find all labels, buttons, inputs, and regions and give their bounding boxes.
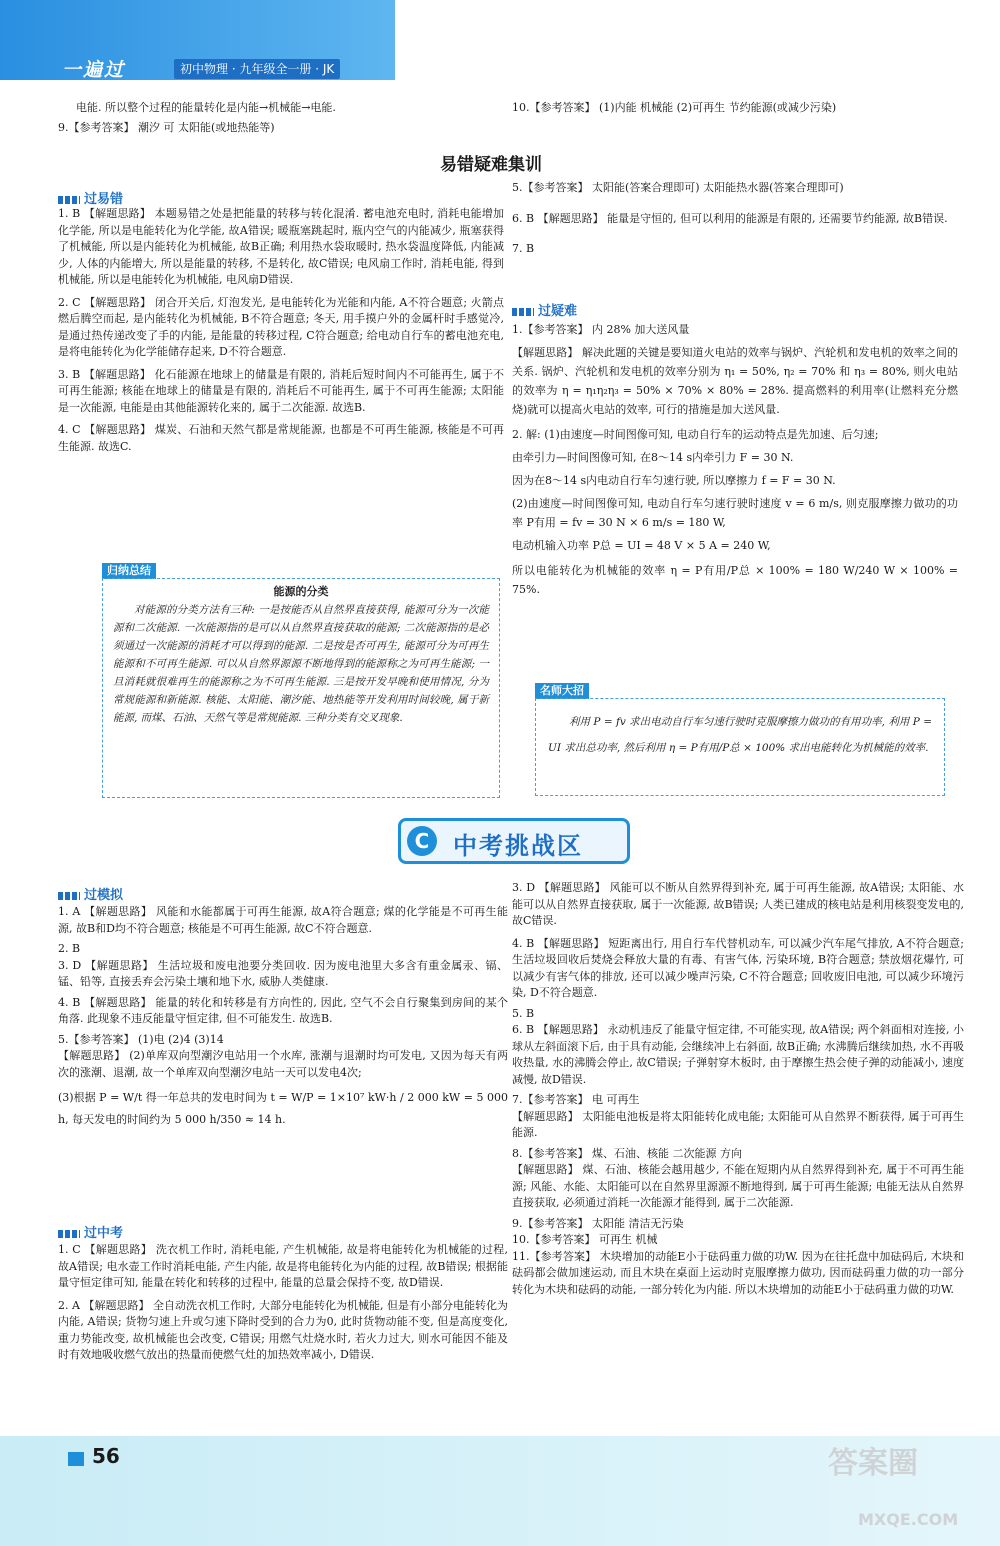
list-item: 所以电能转化为机械能的效率 η = P有用/P总 × 100% = 180 W/240 W × 100% = 75%. [512,563,958,596]
list-item: 2. C 【解题思路】 闭合开关后, 灯泡发光, 是电能转化为光能和内能, A不符合题意; 火箭点燃后腾空而起, 是内能转化为机械能, B不符合题意; 冬天, 用手摸户外的金属杆时手感觉冷, 是通过热传递改变了手的内能, 是能量的转移过程, C符合题意; 给电动自行车的蓄电池充电, 是将电能转化为化学能储存起来, D不符合题意. [58,295,504,358]
top-left-answer9: 9.【参考答案】 潮汐 可 太阳能(或地热能等) [58,121,275,134]
top-left-line: 电能. 所以整个过程的能量转化是内能→机械能→电能. [76,101,336,114]
left-column-1 [58,206,504,455]
brand-logo: 一遍过 [62,59,126,81]
summary-tag: 归纳总结 [102,563,156,579]
subject-label: 初中物理 · 九年级全一册 · JK [174,59,340,79]
list-item: 2. B [58,942,81,955]
list-item: 3. D 【解题思路】 生活垃圾和废电池要分类回收. 因为废电池里大多含有重金属汞、镉、锰、铅等, 直接丢弃会污染土壤和地下水, 威胁人类健康. [58,958,508,988]
list-item: 5. B [512,1006,535,1020]
list-item: 1. C 【解题思路】 洗衣机工作时, 消耗电能, 产生机械能, 故是将电能转化为机械能的过程, 故A错误; 电水壶工作时消耗电能, 产生内能, 故是将电能转化为内能的过程, 故B错误; 根据能量守恒定律可知, 能量在转化和转移的过程中, 能量的总量会保持不变, 故D错误. [58,1243,508,1289]
watermark: 答案圈 [828,1446,918,1481]
list-item: 7.【参考答案】 电 可再生 [512,1093,640,1106]
summary-title: 能源的分类 [273,585,329,598]
list-item: 3. D 【解题思路】 风能可以不断从自然界得到补充, 属于可再生能源, 故A错误; 太阳能、水能可以从自然界直接获取, 属于一次能源, 故B错误; 人类已建成的核电站是利用核裂变发电的, 故C错误. [512,881,964,927]
list-item: 电动机输入功率 P总 = UI = 48 V × 5 A = 240 W, [512,538,771,552]
section-header-yinan [512,300,952,319]
list-item: 5.【参考答案】 太阳能(答案合理即可) 太阳能热水器(答案合理即可) [512,181,844,194]
list-item: 2. 解: (1)由速度—时间图像可知, 电动自行车的运动特点是先加速、后匀速; [512,427,879,441]
list-item: (2)由速度—时间图像可知, 电动自行车匀速行驶时速度 v = 6 m/s, 则克服摩擦力做功的功率 P有用 = fv = 30 N × 6 m/s = 180 W, [512,496,958,529]
top-right-answer10: 10.【参考答案】 (1)内能 机械能 (2)可再生 节约能源(或减少污染) [512,101,837,114]
right-column-2 [512,322,958,599]
right-column-1 [512,180,954,258]
list-item: 4. B 【解题思路】 能量的转化和转移是有方向性的, 因此, 空气不会自行聚集到房间的某个角落. 此现象不违反能量守恒定律, 但不可能发生. 故选B. [58,995,508,1025]
page-square-icon [68,1452,84,1466]
section-label: 过模拟 [84,888,124,903]
watermark-url: MXQE.COM [858,1510,959,1529]
list-item: 5.【参考答案】 (1)电 (2)4 (3)14 [58,1032,224,1046]
list-item: 由牵引力—时间图像可知, 在8～14 s内牵引力 F = 30 N. [512,450,794,464]
dash-icon [58,196,80,204]
list-item: (3)根据 P = W/t 得一年总共的发电时间为 t = W/P = 1×10⁷ kW·h / 2 000 kW = 5 000 h, 每天发电的时间约为 5 000 h/350 ≈ 14 h. [58,1091,508,1126]
section-label: 过中考 [84,1226,124,1241]
list-item: 4. B 【解题思路】 短距离出行, 用自行车代替机动车, 可以减少汽车尾气排放, A不符合题意; 生活垃圾回收后焚烧会释放大量的有毒、有害气体, 污染环境, B符合题意; 禁放烟花爆竹, 可以减少有害气体的排放, 还可以减少噪声污染, C不符合题意; 回收废旧电池, 可以减少环境污染, D不符合题意. [512,936,964,999]
list-item: 2. A 【解题思路】 全自动洗衣机工作时, 大部分电能转化为机械能, 但是有小部分电能转化为内能, A错误; 货物匀速上升或匀速下降时受到的合力为0, 此时货物动能不变, 但是高度变化, 重力势能改变, 故机械能也会改变, C错误; 用燃气灶烧水时, 若火力过大, 则水可能因不能及时有效地吸收燃气放出的热量而使燃气灶的加热效率减小, D错误. [58,1298,508,1361]
right-column-3 [512,880,964,1298]
banner-title: 中考挑战区 [453,832,583,860]
list-item: 【解题思路】 太阳能电池板是将太阳能转化成电能; 太阳能可从自然界不断获得, 属于可再生能源. [512,1109,964,1139]
summary-box [102,578,500,798]
list-item: 3. B 【解题思路】 化石能源在地球上的储量是有限的, 消耗后短时间内不可能再生, 属于不可再生能源; 核能在地球上的储量是有限的, 消耗后不可能再生, 属于不可再生能源; 太阳能是一次能源, 电能是由其他能源转化来的, 属于二次能源. 故选B. [58,367,504,414]
list-item: 1. B 【解题思路】 本题易错之处是把能量的转移与转化混淆. 蓄电池充电时, 消耗电能增加化学能, 所以是电能转化为化学能, 故A错误; 暖瓶塞跳起时, 瓶内空气的内能减少, 瓶塞获得了机械能, 所以是内能转化为机械能, 故B正确; 利用热水袋取暖时, 热水袋温度降低, 内能减少, 人体的内能增大, 所以是能量的转移, 不是转化, 故C错误; 电风扇工作时, 消耗电能, 得到机械能, 所以是电能转化为机械能, 电风扇D错误. [58,207,504,286]
list-item: 【解题思路】 (2)单库双向型潮汐电站用一个水库, 涨潮与退潮时均可发电, 又因为每天有两次的涨潮、退潮, 故一个单库双向型潮汐电站一天可以发电4次; [58,1049,508,1079]
list-item: 6. B 【解题思路】 永动机违反了能量守恒定律, 不可能实现, 故A错误; 两个斜面相对连接, 小球从左斜面滚下后, 由于具有动能, 会继续冲上右斜面, 故B正确; 水沸腾后继续加热, 水不再吸收热量, 水的沸腾会停止, 故C错误; 子弹射穿木板时, 由于摩擦生热会使子弹的动能减小, 速度减慢, 故D错误. [512,1023,964,1086]
section-header-yicuo [58,188,498,207]
left-column-3 [58,904,508,1131]
section-header-mo [58,884,498,903]
exam-zone-banner [398,818,630,864]
dash-icon [58,1230,80,1238]
summary-text: 对能源的分类方法有三种: 一是按能否从自然界直接获得, 能源可分为一次能源和二次能源. 一次能源指的是可以从自然界直接获取的能源; 二次能源指的是必须通过一次能源的消耗才可以得到的能源. 二是按是否可再生, 能源可分为可再生能源和不可再生能源. 可以从自然界源源不断地得到的能源称之为可再生能源; 一旦消耗就很难再生的能源称之为不可再生能源. 三是按开发早晚和使用情况, 分为常规能源和新能源. 核能、太阳能、潮汐能、地热能等开发利用时间较晚, 属于新能源, 而煤、石油、天然气等是常规能源. 三种分类有交叉现象. [113,604,489,724]
tip-tag: 名师大招 [535,683,589,699]
list-item: 7. B [512,242,535,255]
dash-icon [58,892,80,900]
tip-box [535,698,945,796]
list-item: 1.【参考答案】 内 28% 加大送风量 [512,323,690,336]
tip-text: 利用 P = fv 求出电动自行车匀速行驶时克服摩擦力做功的有用功率, 利用 P = UI 求出总功率, 然后利用 η = P有用/P总 × 100% 求出电能转化为机械能的效率. [548,716,932,754]
section-label: 过疑难 [538,304,578,319]
list-item: 【解题思路】 煤、石油、核能会越用越少, 不能在短期内从自然界得到补充, 属于不可再生能源; 风能、水能、太阳能可以在自然界里源源不断地得到, 属于可再生能源; 电能无法从自然界直接获取, 必须通过消耗一次能源才能得到, 属于二次能源. [512,1163,964,1209]
list-item: 9.【参考答案】 太阳能 清洁无污染 [512,1216,684,1230]
list-item: 4. C 【解题思路】 煤炭、石油和天然气都是常规能源, 也都是不可再生能源, 核能是不可再生能源. 故选C. [58,423,504,453]
list-item: 8.【参考答案】 煤、石油、核能 二次能源 方向 [512,1146,742,1160]
list-item: 1. A 【解题思路】 风能和水能都属于可再生能源, 故A符合题意; 煤的化学能是不可再生能源, 故B和D均不符合题意; 核能是不可再生能源, 故C不符合题意. [58,905,508,935]
page-number: 56 [92,1444,120,1468]
list-item: 11.【参考答案】 木块增加的动能E小于砝码重力做的功W. 因为在往托盘中加砝码后, 木块和砝码都会做加速运动, 而且木块在桌面上运动时克服摩擦力做功, 因而砝码重力做的功一部分转化为木块和砝码的动能, 一部分转化为内能. 所以木块增加的动能E小于砝码重力做的功W. [512,1249,964,1296]
list-item: 【解题思路】 解决此题的关键是要知道火电站的效率与锅炉、汽轮机和发电机的效率之间的关系. 锅炉、汽轮机和发电机的效率分别为 η₁ = 50%, η₂ = 70% 和 η₃ = 80%, 则火电站的效率为 η = η₁η₂η₃ = 50% × 70% × 80% = 28%. 提高燃料的利用率(让燃料充分燃烧)就可以提高火电站的效率, 可行的措施是加大送风量. [512,345,958,416]
list-item: 10.【参考答案】 可再生 机械 [512,1233,658,1246]
list-item: 因为在8～14 s内电动自行车匀速行驶, 所以摩擦力 f = F = 30 N. [512,473,836,487]
section-title: 易错疑难集训 [440,155,542,175]
section-header-zhong [58,1222,498,1241]
left-column-4 [58,1242,508,1364]
list-item: 6. B 【解题思路】 能量是守恒的, 但可以利用的能源是有限的, 还需要节约能源, 故B错误. [512,211,948,225]
c-letter-icon: C [407,826,437,856]
section-label: 过易错 [84,192,124,207]
dash-icon [512,308,534,316]
